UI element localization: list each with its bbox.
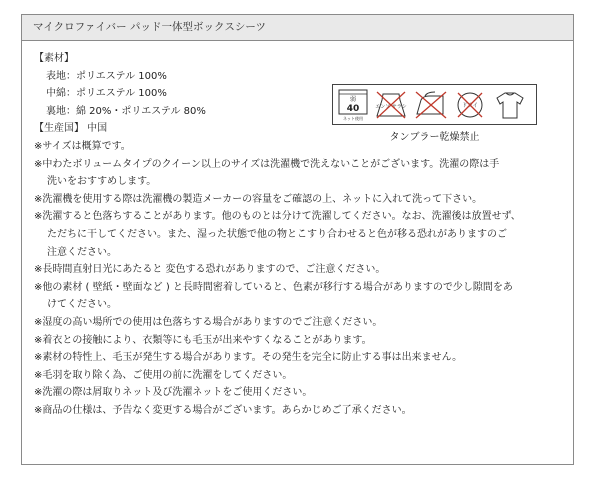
no-bleach-icon [373, 88, 409, 122]
note-size: ※サイズは概算です。 [34, 140, 131, 152]
note-machine-capacity: ※洗濯機を使用する際は洗濯機の製造メーカーの容量をご確認の上、ネットに入れて洗って下さい。 [34, 193, 483, 205]
note-queen-wash-cont: 洗いをおすすめします。 [47, 176, 157, 188]
material-lining: 裏地：綿 20%・ポリエステル 80% [46, 105, 206, 117]
care-symbols-box [332, 84, 537, 125]
no-iron-icon [413, 88, 449, 122]
product-spec-panel [21, 14, 574, 465]
note-contact-transfer-cont: けてください。 [47, 299, 117, 311]
note-sunlight: ※長時間直射日光にあたると 変色する恐れがありますので、ご注意ください。 [34, 264, 386, 276]
note-color-fade-cont1: ただちに干してください。また、湿った状態で他の物とこすり合わせると色が移る恐れがありますのご [47, 228, 507, 240]
material-heading: 【素材】 [34, 53, 74, 64]
note-spec-change: ※商品の仕様は、予告なく変更する場合がございます。あらかじめご了承ください。 [34, 404, 412, 416]
tumble-dry-prohibited-label: タンブラー乾燥禁止 [389, 132, 480, 143]
note-humidity: ※湿度の高い場所での使用は色落ちする場合がありますのでご注意ください。 [34, 316, 383, 328]
wash-40-net-icon [337, 88, 369, 122]
dryclean-text: ドライ [461, 103, 479, 109]
bleach-text: エンソ サラシ [375, 104, 407, 110]
material-outer: 表地：ポリエステル 100% [46, 70, 167, 82]
note-net-use: ※洗濯の際は屑取りネット及び洗濯ネットをご使用ください。 [34, 387, 313, 399]
note-pilling-contact: ※着衣との接触により、衣類等にも毛玉が出来やすくなることがあります。 [34, 334, 372, 346]
note-pilling-material: ※素材の特性上、毛玉が発生する場合があります。その発生を完全に防止する事は出来ません。 [34, 352, 463, 364]
care-label [332, 84, 537, 144]
note-color-fade-cont2: 注意ください。 [47, 246, 117, 258]
spec-content [22, 41, 573, 419]
panel-header [22, 15, 573, 41]
wash-temp-text: 40 [346, 104, 360, 114]
wash-net-text: ネット使用 [343, 116, 363, 121]
note-color-fade: ※洗濯すると色落ちすることがあります。他のものとは分けて洗濯してください。なお、洗濯後は放置せず、 [34, 211, 521, 223]
origin-line: 【生産国】 中国 [34, 123, 108, 135]
note-lint-wash: ※毛羽を取り除く為、ご使用の前に洗濯をしてください。 [34, 369, 293, 381]
wash-weak-text: 弱 [349, 96, 357, 103]
hang-dry-icon [493, 88, 527, 122]
no-dryclean-icon [453, 88, 487, 122]
panel-title: マイクロファイバー パッド一体型ボックスシーツ [33, 21, 266, 33]
material-filling: 中綿：ポリエステル 100% [46, 88, 167, 100]
note-contact-transfer: ※他の素材 ( 壁紙・壁面など ) と長時間密着していると、色素が移行する場合がありますので少し隙間をあ [34, 281, 513, 293]
note-queen-wash: ※中わたボリュームタイプのクイーン以上のサイズは洗濯機で洗えないことがございます。洗濯の際は手 [34, 158, 500, 170]
